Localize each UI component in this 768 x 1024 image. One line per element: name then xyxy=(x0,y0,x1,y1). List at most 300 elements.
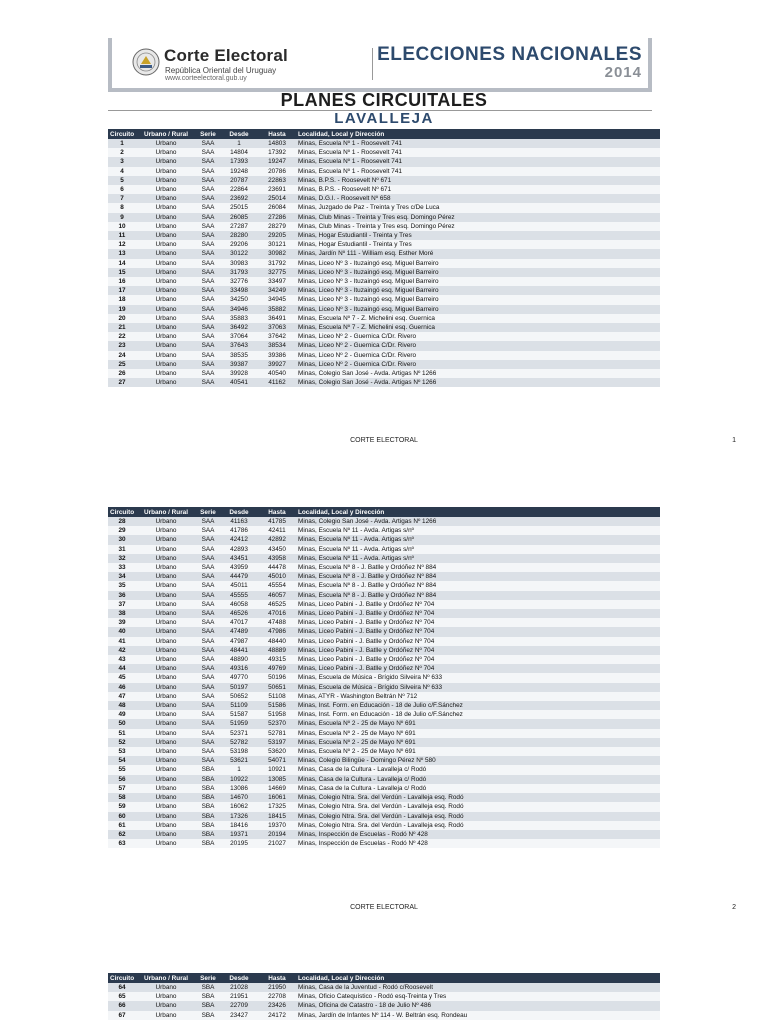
column-header-urbano-rural: Urbano / Rural xyxy=(136,507,196,517)
table-row xyxy=(108,139,660,148)
cell-circuito: 44 xyxy=(108,664,136,673)
cell-urbano-rural: Urbano xyxy=(136,802,196,811)
table-row xyxy=(108,738,660,747)
cell-hasta: 23691 xyxy=(258,185,296,194)
cell-localidad: Minas, Liceo Pabini - J. Batlle y Ordóñez Nº 704 xyxy=(296,600,660,609)
cell-urbano-rural: Urbano xyxy=(136,664,196,673)
cell-hasta: 52781 xyxy=(258,729,296,738)
cell-desde: 31793 xyxy=(220,268,258,277)
cell-hasta: 39927 xyxy=(258,360,296,369)
cell-localidad: Minas, Inspección de Escuelas - Rodó Nº 428 xyxy=(296,830,660,839)
cell-urbano-rural: Urbano xyxy=(136,775,196,784)
cell-localidad: Minas, Liceo Pabini - J. Batlle y Ordóñez Nº 704 xyxy=(296,664,660,673)
cell-hasta: 20786 xyxy=(258,167,296,176)
cell-circuito: 5 xyxy=(108,176,136,185)
table-row xyxy=(108,554,660,563)
cell-localidad: Minas, Colegio San José - Avda. Artigas Nº 1266 xyxy=(296,378,660,387)
cell-serie: SBA xyxy=(196,812,220,821)
cell-localidad: Minas, Juzgado de Paz - Treinta y Tres c/De Luca xyxy=(296,203,660,212)
cell-circuito: 9 xyxy=(108,213,136,222)
cell-circuito: 55 xyxy=(108,765,136,774)
cell-circuito: 54 xyxy=(108,756,136,765)
cell-desde: 46058 xyxy=(220,600,258,609)
cell-desde: 20787 xyxy=(220,176,258,185)
cell-urbano-rural: Urbano xyxy=(136,747,196,756)
cell-hasta: 25014 xyxy=(258,194,296,203)
cell-circuito: 6 xyxy=(108,185,136,194)
cell-hasta: 41785 xyxy=(258,517,296,526)
cell-circuito: 64 xyxy=(108,983,136,992)
cell-urbano-rural: Urbano xyxy=(136,176,196,185)
cell-desde: 50197 xyxy=(220,683,258,692)
cell-localidad: Minas, Colegio Ntra. Sra. del Verdún - Lavalleja esq. Rodó xyxy=(296,802,660,811)
cell-localidad: Minas, Liceo Nº 3 - Ituzaingó esq. Miguel Barreiro xyxy=(296,295,660,304)
table-row xyxy=(108,692,660,701)
cell-desde: 20195 xyxy=(220,839,258,848)
cell-serie: SBA xyxy=(196,793,220,802)
cell-localidad: Minas, Colegio Ntra. Sra. del Verdún - Lavalleja esq. Rodó xyxy=(296,793,660,802)
cell-circuito: 18 xyxy=(108,295,136,304)
cell-serie: SAA xyxy=(196,222,220,231)
cell-hasta: 31792 xyxy=(258,259,296,268)
cell-desde: 38535 xyxy=(220,351,258,360)
cell-localidad: Minas, Liceo Pabini - J. Batlle y Ordóñez Nº 704 xyxy=(296,637,660,646)
table-row xyxy=(108,286,660,295)
cell-hasta: 44478 xyxy=(258,563,296,572)
cell-hasta: 17325 xyxy=(258,802,296,811)
cell-serie: SAA xyxy=(196,545,220,554)
table-row xyxy=(108,563,660,572)
table-row xyxy=(108,812,660,821)
table-row xyxy=(108,305,660,314)
table-row xyxy=(108,775,660,784)
cell-urbano-rural: Urbano xyxy=(136,526,196,535)
cell-localidad: Minas, Escuela Nº 11 - Avda. Artigas s/nº xyxy=(296,526,660,535)
cell-localidad: Minas, Inst. Form. en Educación - 18 de Julio c/F.Sánchez xyxy=(296,701,660,710)
cell-localidad: Minas, Escuela Nº 1 - Roosevelt 741 xyxy=(296,148,660,157)
column-header-desde: Desde xyxy=(220,973,258,983)
cell-serie: SAA xyxy=(196,729,220,738)
cell-localidad: Minas, Liceo Pabini - J. Batlle y Ordóñez Nº 704 xyxy=(296,618,660,627)
cell-serie: SBA xyxy=(196,802,220,811)
cell-serie: SAA xyxy=(196,351,220,360)
cell-circuito: 3 xyxy=(108,157,136,166)
cell-serie: SAA xyxy=(196,194,220,203)
cell-localidad: Minas, Liceo Nº 3 - Ituzaingó esq. Miguel Barreiro xyxy=(296,277,660,286)
cell-circuito: 12 xyxy=(108,240,136,249)
cell-serie: SAA xyxy=(196,664,220,673)
cell-serie: SAA xyxy=(196,756,220,765)
table-row xyxy=(108,1001,660,1010)
cell-desde: 21028 xyxy=(220,983,258,992)
cell-serie: SAA xyxy=(196,314,220,323)
cell-serie: SAA xyxy=(196,609,220,618)
cell-serie: SAA xyxy=(196,240,220,249)
cell-desde: 25015 xyxy=(220,203,258,212)
cell-hasta: 38534 xyxy=(258,341,296,350)
cell-urbano-rural: Urbano xyxy=(136,581,196,590)
cell-hasta: 42892 xyxy=(258,535,296,544)
cell-desde: 30122 xyxy=(220,249,258,258)
cell-circuito: 14 xyxy=(108,259,136,268)
cell-urbano-rural: Urbano xyxy=(136,185,196,194)
cell-hasta: 45010 xyxy=(258,572,296,581)
cell-desde: 45011 xyxy=(220,581,258,590)
cell-hasta: 53620 xyxy=(258,747,296,756)
cell-circuito: 7 xyxy=(108,194,136,203)
cell-serie: SAA xyxy=(196,600,220,609)
cell-desde: 48890 xyxy=(220,655,258,664)
cell-serie: SAA xyxy=(196,277,220,286)
cell-urbano-rural: Urbano xyxy=(136,683,196,692)
table-row xyxy=(108,646,660,655)
cell-hasta: 34945 xyxy=(258,295,296,304)
cell-serie: SAA xyxy=(196,710,220,719)
table-row xyxy=(108,683,660,692)
column-header-serie: Serie xyxy=(196,507,220,517)
cell-urbano-rural: Urbano xyxy=(136,545,196,554)
cell-localidad: Minas, Liceo Pabini - J. Batlle y Ordóñez Nº 704 xyxy=(296,646,660,655)
cell-desde: 33498 xyxy=(220,286,258,295)
cell-localidad: Minas, Liceo Nº 3 - Ituzaingó esq. Miguel Barreiro xyxy=(296,268,660,277)
cell-hasta: 29205 xyxy=(258,231,296,240)
cell-hasta: 32775 xyxy=(258,268,296,277)
cell-serie: SAA xyxy=(196,167,220,176)
cell-localidad: Minas, Liceo Pabini - J. Batlle y Ordóñez Nº 704 xyxy=(296,627,660,636)
cell-urbano-rural: Urbano xyxy=(136,240,196,249)
cell-urbano-rural: Urbano xyxy=(136,627,196,636)
cell-serie: SAA xyxy=(196,213,220,222)
cell-circuito: 24 xyxy=(108,351,136,360)
cell-urbano-rural: Urbano xyxy=(136,295,196,304)
cell-circuito: 65 xyxy=(108,992,136,1001)
table-row xyxy=(108,793,660,802)
cell-hasta: 18415 xyxy=(258,812,296,821)
table-row xyxy=(108,148,660,157)
cell-localidad: Minas, Liceo Nº 3 - Ituzaingó esq. Miguel Barreiro xyxy=(296,259,660,268)
cell-localidad: Minas, Escuela de Música - Brígido Silveira Nº 633 xyxy=(296,683,660,692)
cell-circuito: 57 xyxy=(108,784,136,793)
cell-hasta: 51958 xyxy=(258,710,296,719)
table-row xyxy=(108,821,660,830)
cell-urbano-rural: Urbano xyxy=(136,194,196,203)
cell-circuito: 13 xyxy=(108,249,136,258)
column-header-localidad: Localidad, Local y Dirección xyxy=(296,507,660,517)
cell-desde: 13086 xyxy=(220,784,258,793)
cell-hasta: 47488 xyxy=(258,618,296,627)
table-row xyxy=(108,609,660,618)
cell-serie: SAA xyxy=(196,323,220,332)
table-row xyxy=(108,526,660,535)
cell-desde: 19371 xyxy=(220,830,258,839)
cell-circuito: 36 xyxy=(108,591,136,600)
cell-desde: 17393 xyxy=(220,157,258,166)
header-frame-right xyxy=(648,38,652,92)
cell-serie: SAA xyxy=(196,637,220,646)
cell-circuito: 59 xyxy=(108,802,136,811)
cell-desde: 26085 xyxy=(220,213,258,222)
cell-hasta: 47016 xyxy=(258,609,296,618)
cell-localidad: Minas, Liceo Nº 3 - Ituzaingó esq. Miguel Barreiro xyxy=(296,305,660,314)
cell-urbano-rural: Urbano xyxy=(136,157,196,166)
cell-urbano-rural: Urbano xyxy=(136,992,196,1001)
cell-desde: 22864 xyxy=(220,185,258,194)
table-header-row xyxy=(108,973,660,983)
cell-urbano-rural: Urbano xyxy=(136,203,196,212)
header-frame-left xyxy=(108,38,112,92)
column-header-urbano-rural: Urbano / Rural xyxy=(136,973,196,983)
cell-circuito: 61 xyxy=(108,821,136,830)
column-header-localidad: Localidad, Local y Dirección xyxy=(296,129,660,139)
cell-desde: 14804 xyxy=(220,148,258,157)
cell-localidad: Minas, Escuela Nº 2 - 25 de Mayo Nº 691 xyxy=(296,738,660,747)
cell-localidad: Minas, ATYR - Washington Beltrán Nº 712 xyxy=(296,692,660,701)
column-header-hasta: Hasta xyxy=(258,973,296,983)
cell-urbano-rural: Urbano xyxy=(136,286,196,295)
cell-serie: SBA xyxy=(196,992,220,1001)
table-row xyxy=(108,176,660,185)
cell-hasta: 14669 xyxy=(258,784,296,793)
cell-hasta: 39386 xyxy=(258,351,296,360)
cell-desde: 42893 xyxy=(220,545,258,554)
cell-serie: SAA xyxy=(196,157,220,166)
cell-localidad: Minas, Escuela Nº 11 - Avda. Artigas s/nº xyxy=(296,535,660,544)
table-row xyxy=(108,240,660,249)
cell-serie: SAA xyxy=(196,554,220,563)
election-title: ELECCIONES NACIONALES xyxy=(377,44,642,65)
cell-localidad: Minas, Club Minas - Treinta y Tres esq. Domingo Pérez xyxy=(296,213,660,222)
cell-circuito: 38 xyxy=(108,609,136,618)
cell-hasta: 42411 xyxy=(258,526,296,535)
cell-hasta: 30121 xyxy=(258,240,296,249)
cell-hasta: 34249 xyxy=(258,286,296,295)
cell-hasta: 49769 xyxy=(258,664,296,673)
table-row xyxy=(108,655,660,664)
cell-localidad: Minas, Liceo Pabini - J. Batlle y Ordóñez Nº 704 xyxy=(296,655,660,664)
table-row xyxy=(108,729,660,738)
cell-desde: 36492 xyxy=(220,323,258,332)
cell-localidad: Minas, Oficina de Catastro - 18 de Julio Nº 486 xyxy=(296,1001,660,1010)
cell-urbano-rural: Urbano xyxy=(136,756,196,765)
cell-serie: SBA xyxy=(196,775,220,784)
cell-desde: 32776 xyxy=(220,277,258,286)
cell-localidad: Minas, Inspección de Escuelas - Rodó Nº 428 xyxy=(296,839,660,848)
cell-hasta: 33497 xyxy=(258,277,296,286)
cell-localidad: Minas, Casa de la Cultura - Lavalleja c/ Rodó xyxy=(296,775,660,784)
cell-circuito: 58 xyxy=(108,793,136,802)
cell-hasta: 26084 xyxy=(258,203,296,212)
cell-urbano-rural: Urbano xyxy=(136,268,196,277)
cell-circuito: 66 xyxy=(108,1001,136,1010)
cell-localidad: Minas, B.P.S. - Roosevelt Nº 671 xyxy=(296,176,660,185)
table-row xyxy=(108,839,660,848)
cell-circuito: 22 xyxy=(108,332,136,341)
cell-desde: 37064 xyxy=(220,332,258,341)
cell-circuito: 67 xyxy=(108,1011,136,1020)
table-row xyxy=(108,545,660,554)
cell-urbano-rural: Urbano xyxy=(136,609,196,618)
cell-hasta: 19370 xyxy=(258,821,296,830)
cell-serie: SAA xyxy=(196,692,220,701)
table-row xyxy=(108,369,660,378)
table-row xyxy=(108,627,660,636)
cell-desde: 35883 xyxy=(220,314,258,323)
cell-serie: SAA xyxy=(196,332,220,341)
cell-urbano-rural: Urbano xyxy=(136,341,196,350)
cell-desde: 43451 xyxy=(220,554,258,563)
cell-urbano-rural: Urbano xyxy=(136,517,196,526)
cell-desde: 50652 xyxy=(220,692,258,701)
table-row xyxy=(108,332,660,341)
cell-urbano-rural: Urbano xyxy=(136,591,196,600)
cell-serie: SAA xyxy=(196,591,220,600)
table-row xyxy=(108,992,660,1001)
cell-serie: SAA xyxy=(196,268,220,277)
cell-circuito: 20 xyxy=(108,314,136,323)
cell-desde: 51109 xyxy=(220,701,258,710)
cell-circuito: 56 xyxy=(108,775,136,784)
column-header-hasta: Hasta xyxy=(258,507,296,517)
cell-urbano-rural: Urbano xyxy=(136,305,196,314)
cell-desde: 18416 xyxy=(220,821,258,830)
cell-circuito: 34 xyxy=(108,572,136,581)
cell-desde: 41163 xyxy=(220,517,258,526)
corte-electoral-seal-icon xyxy=(132,48,160,76)
table-row xyxy=(108,673,660,682)
cell-desde: 34946 xyxy=(220,305,258,314)
footer-label: CORTE ELECTORAL xyxy=(350,904,418,911)
cell-circuito: 28 xyxy=(108,517,136,526)
cell-desde: 23692 xyxy=(220,194,258,203)
cell-serie: SAA xyxy=(196,581,220,590)
table-row xyxy=(108,784,660,793)
cell-serie: SAA xyxy=(196,618,220,627)
cell-hasta: 14803 xyxy=(258,139,296,148)
cell-hasta: 28279 xyxy=(258,222,296,231)
cell-urbano-rural: Urbano xyxy=(136,618,196,627)
cell-serie: SAA xyxy=(196,701,220,710)
cell-serie: SBA xyxy=(196,983,220,992)
cell-circuito: 33 xyxy=(108,563,136,572)
cell-hasta: 21027 xyxy=(258,839,296,848)
table-row xyxy=(108,701,660,710)
table-row xyxy=(108,535,660,544)
election-year: 2014 xyxy=(604,64,642,81)
cell-localidad: Minas, Liceo Nº 3 - Ituzaingó esq. Miguel Barreiro xyxy=(296,286,660,295)
cell-localidad: Minas, Liceo Nº 2 - Guernica C/Dr. Rivero xyxy=(296,332,660,341)
cell-circuito: 40 xyxy=(108,627,136,636)
cell-desde: 41786 xyxy=(220,526,258,535)
cell-localidad: Minas, Inst. Form. en Educación - 18 de Julio c/F.Sánchez xyxy=(296,710,660,719)
column-header-desde: Desde xyxy=(220,507,258,517)
cell-localidad: Minas, Escuela Nº 8 - J. Batlle y Ordóñez Nº 884 xyxy=(296,572,660,581)
cell-hasta: 43958 xyxy=(258,554,296,563)
table-row xyxy=(108,167,660,176)
cell-urbano-rural: Urbano xyxy=(136,738,196,747)
column-header-hasta: Hasta xyxy=(258,129,296,139)
cell-desde: 17326 xyxy=(220,812,258,821)
cell-hasta: 13085 xyxy=(258,775,296,784)
cell-urbano-rural: Urbano xyxy=(136,983,196,992)
cell-desde: 16062 xyxy=(220,802,258,811)
column-header-circuito: Circuito xyxy=(110,130,135,138)
cell-desde: 43959 xyxy=(220,563,258,572)
cell-circuito: 37 xyxy=(108,600,136,609)
cell-hasta: 50651 xyxy=(258,683,296,692)
cell-serie: SAA xyxy=(196,738,220,747)
table-row xyxy=(108,1011,660,1020)
cell-urbano-rural: Urbano xyxy=(136,572,196,581)
cell-serie: SAA xyxy=(196,341,220,350)
cell-serie: SAA xyxy=(196,259,220,268)
cell-desde: 44479 xyxy=(220,572,258,581)
cell-circuito: 27 xyxy=(108,378,136,387)
cell-localidad: Minas, Hogar Estudiantil - Treinta y Tres xyxy=(296,240,660,249)
table-row xyxy=(108,591,660,600)
cell-desde: 45555 xyxy=(220,591,258,600)
cell-circuito: 63 xyxy=(108,839,136,848)
cell-hasta: 51108 xyxy=(258,692,296,701)
cell-hasta: 24172 xyxy=(258,1011,296,1020)
cell-serie: SAA xyxy=(196,517,220,526)
cell-localidad: Minas, Escuela Nº 1 - Roosevelt 741 xyxy=(296,167,660,176)
table-row xyxy=(108,323,660,332)
table-row xyxy=(108,600,660,609)
cell-localidad: Minas, Colegio Ntra. Sra. del Verdún - Lavalleja esq. Rodó xyxy=(296,821,660,830)
cell-desde: 34250 xyxy=(220,295,258,304)
cell-circuito: 47 xyxy=(108,692,136,701)
cell-serie: SAA xyxy=(196,139,220,148)
cell-serie: SAA xyxy=(196,148,220,157)
cell-desde: 47017 xyxy=(220,618,258,627)
cell-hasta: 43450 xyxy=(258,545,296,554)
cell-circuito: 19 xyxy=(108,305,136,314)
cell-serie: SAA xyxy=(196,655,220,664)
cell-hasta: 37642 xyxy=(258,332,296,341)
cell-desde: 30983 xyxy=(220,259,258,268)
cell-desde: 37643 xyxy=(220,341,258,350)
cell-circuito: 31 xyxy=(108,545,136,554)
organization-url: www.corteelectoral.gub.uy xyxy=(165,75,247,82)
cell-circuito: 29 xyxy=(108,526,136,535)
cell-localidad: Minas, Liceo Nº 2 - Guernica C/Dr. Rivero xyxy=(296,351,660,360)
cell-urbano-rural: Urbano xyxy=(136,222,196,231)
cell-serie: SAA xyxy=(196,719,220,728)
cell-serie: SAA xyxy=(196,286,220,295)
cell-serie: SAA xyxy=(196,627,220,636)
cell-localidad: Minas, Escuela Nº 11 - Avda. Artigas s/nº xyxy=(296,554,660,563)
cell-urbano-rural: Urbano xyxy=(136,148,196,157)
column-header-circuito: Circuito xyxy=(110,974,135,982)
cell-circuito: 25 xyxy=(108,360,136,369)
cell-circuito: 23 xyxy=(108,341,136,350)
column-header-localidad: Localidad, Local y Dirección xyxy=(296,973,660,983)
cell-circuito: 42 xyxy=(108,646,136,655)
cell-localidad: Minas, Escuela Nº 11 - Avda. Artigas s/nº xyxy=(296,545,660,554)
table-row xyxy=(108,277,660,286)
page-number: 1 xyxy=(732,437,736,444)
column-header-desde: Desde xyxy=(220,129,258,139)
cell-desde: 47987 xyxy=(220,637,258,646)
cell-urbano-rural: Urbano xyxy=(136,535,196,544)
cell-serie: SAA xyxy=(196,305,220,314)
cell-circuito: 8 xyxy=(108,203,136,212)
cell-urbano-rural: Urbano xyxy=(136,710,196,719)
document-header xyxy=(108,38,652,92)
cell-urbano-rural: Urbano xyxy=(136,332,196,341)
table-row xyxy=(108,572,660,581)
cell-localidad: Minas, Colegio San José - Avda. Artigas Nº 1266 xyxy=(296,517,660,526)
